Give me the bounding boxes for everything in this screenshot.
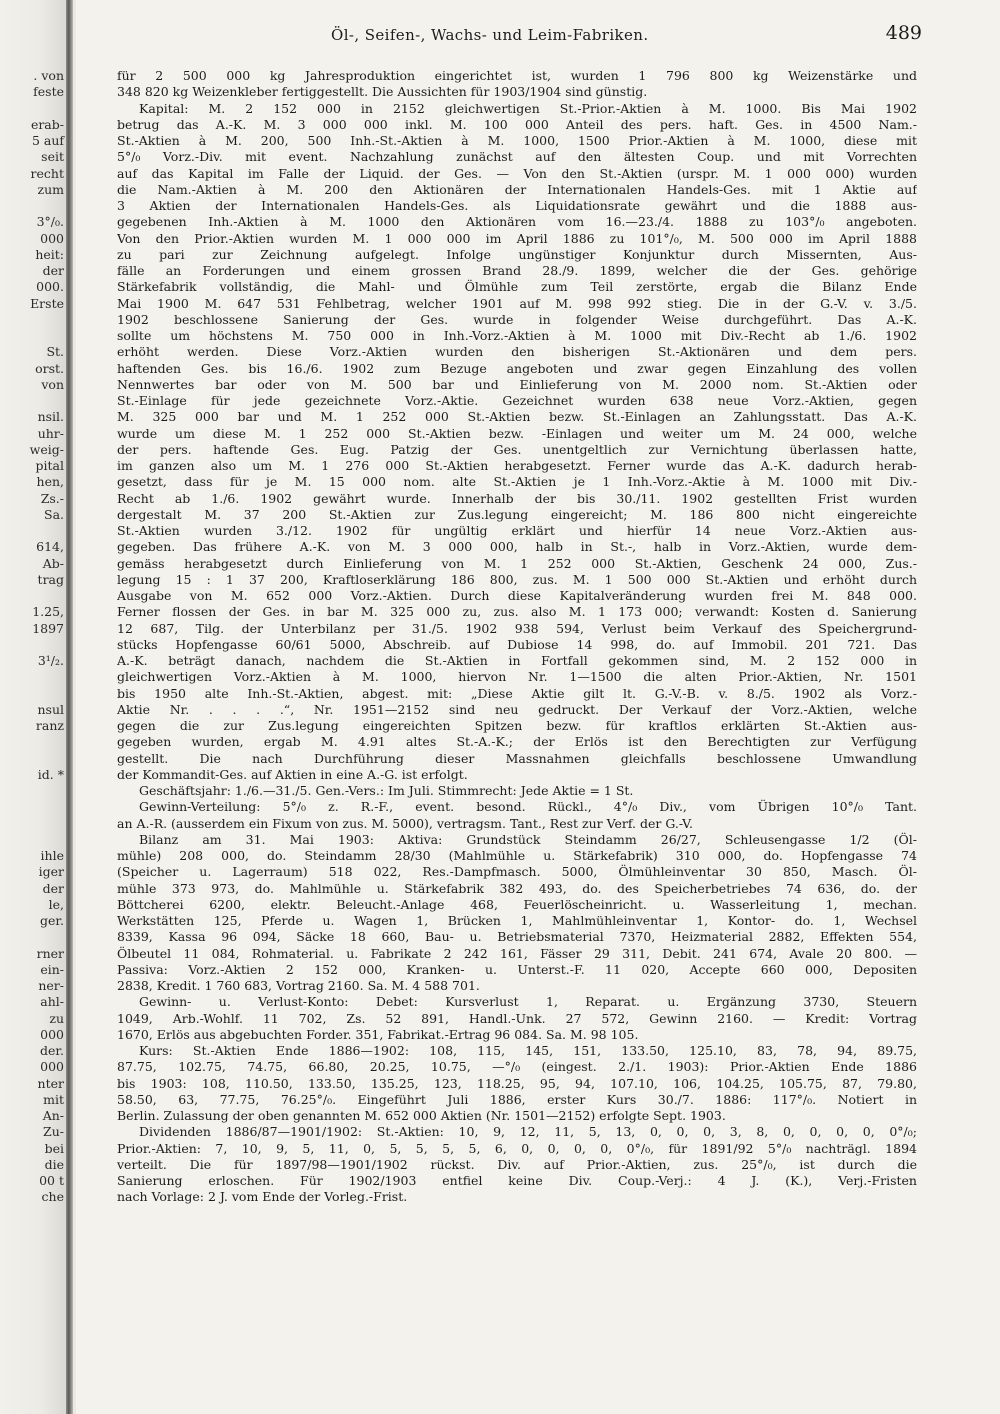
text-line: 2838, Kredit. 1 760 683, Vortrag 2160. Sa. M. 4 588 701.	[117, 978, 480, 993]
text-line: 5°/₀ Vorz.-Div. mit event. Nachzahlung zunächst auf den ältesten Coup. und mit Vorrechten	[117, 149, 917, 165]
text-line: gegebenen Inh.-Aktien à M. 1000 den Aktionären vom 16.—23./4. 1888 zu 103°/₀ angeboten.	[117, 214, 917, 230]
text-line: gegeben wurden, ergab M. 4.91 altes St.-A.-K.; der Erlös ist den Berechtigten zur Verfügung	[117, 734, 917, 750]
text-line: Bilanz am 31. Mai 1903: Aktiva: Grundstück Steindamm 26/27, Schleusengasse 1/2 (Öl-	[139, 831, 917, 847]
text-line: stücks Hopfengasse 60/61 5000, Abschreib. auf Dubiose 14 998, do. auf Immobil. 201 721. Das	[117, 636, 917, 652]
text-line: gestellt. Die nach Durchführung dieser Massnahmen gleichfalls beschlossene Umwandlung	[117, 750, 917, 766]
text-line: Passiva: Vorz.-Aktien 2 152 000, Kranken- u. Unterst.-F. 11 020, Accepte 660 000, Depositen	[117, 961, 917, 977]
margin-fragment: 614,	[36, 539, 64, 555]
margin-fragment: 000	[40, 1059, 64, 1075]
margin-fragment: 000	[40, 1026, 64, 1042]
text-line: Gewinn-Verteilung: 5°/₀ z. R.-F., event. besond. Rückl., 4°/₀ Div., vom Übrigen 10°/₀ Tant.	[139, 799, 917, 815]
text-line: Von den Prior.-Aktien wurden M. 1 000 000 im April 1886 zu 101°/₀, M. 500 000 im April 1888	[117, 230, 917, 246]
margin-fragment: seit	[41, 149, 64, 165]
margin-fragment: zu	[49, 1010, 64, 1026]
text-line: an A.-R. (ausserdem ein Fixum von zus. M. 5000), vertragsm. Tant., Rest zur Verf. der G.-V.	[117, 815, 693, 831]
text-line: legung 15 : 1 37 200, Kraftloserklärung 186 800, zus. M. 1 500 000 St.-Aktien und erhöht durch	[117, 571, 917, 587]
text-line: verteilt. Die für 1897/98—1901/1902 rückst. Div. auf Prior.-Aktien, zus. 25°/₀, ist durch die	[117, 1156, 917, 1172]
text-line: Aktie Nr. . . . .“, Nr. 1951—2152 sind neu gedruckt. Der Verkauf der Vorz.-Aktien, welche	[117, 701, 917, 717]
running-header	[76, 22, 1000, 52]
text-line: gegeben. Das frühere A.-K. von M. 3 000 000, halb in St.-, halb in Vorz.-Aktien, wurde dem-	[117, 539, 917, 555]
margin-fragment: der	[42, 263, 64, 278]
text-line: 12 687, Tilg. der Unterbilanz per 31./5. 1902 938 594, Verlust beim Verkauf des Speichergrund-	[117, 620, 917, 636]
text-line: Nennwertes bar oder von M. 500 bar und Einlieferung von M. 2000 nom. St.-Aktien oder	[117, 376, 917, 392]
margin-fragment: nsil.	[37, 409, 64, 425]
text-line: Werkstätten 125, Pferde u. Wagen 1, Brücken 1, Mahlmühleinventar 1, Kontor- do. 1, Wechsel	[117, 913, 917, 928]
page-number: 489	[885, 22, 922, 44]
margin-fragment: 5 auf	[31, 133, 64, 148]
text-line: Kurs: St.-Aktien Ende 1886—1902: 108, 115, 145, 151, 133.50, 125.10, 83, 78, 94, 89.75,	[139, 1043, 917, 1058]
text-line: 3 Aktien der Internationalen Handels-Ges. als Liquidationsrate gewährt und die 1888 aus-	[117, 198, 917, 213]
margin-fragment: 3°/₀.	[36, 214, 64, 230]
text-line: bis 1950 alte Inh.-St.-Aktien, abgest. mit: „Diese Aktie gilt lt. G.-V.-B. v. 8./5. 1902 als Vorz.-	[117, 685, 917, 701]
margin-fragment: bei	[44, 1140, 64, 1156]
margin-fragment: der.	[40, 1043, 64, 1058]
text-line: betrug das A.-K. M. 3 000 000 inkl. M. 100 000 Anteil des pers. haft. Ges. in 4500 Nam.-	[117, 116, 917, 132]
text-line: St.-Einlage für jede gezeichnete Vorz.-Aktie. Gezeichnet wurden 638 neue Vorz.-Aktien, gegen	[117, 393, 917, 408]
margin-fragment: uhr-	[37, 425, 64, 441]
margin-fragment: nter	[37, 1075, 64, 1091]
text-line: Böttcherei 6200, elektr. Beleucht.-Anlage 468, Feuerlöscheinricht. u. Wasserleitung 1, mechan.	[117, 896, 917, 912]
margin-fragment: orst.	[35, 360, 64, 376]
margin-fragment: Zu-	[43, 1124, 64, 1140]
margin-fragment: 3¹/₂.	[37, 653, 64, 668]
text-line: Mai 1900 M. 647 531 Fehlbetrag, welcher 1901 auf M. 998 992 stieg. Die in der G.-V. v. 3./5.	[117, 295, 917, 311]
text-line: Ferner flossen der Ges. in bar M. 325 000 zu, zus. also M. 1 173 000; verwandt: Kosten d. Sanierung	[117, 604, 917, 620]
text-line: St.-Aktien à M. 200, 500 Inh.-St.-Aktien à M. 1000, 1500 Prior.-Aktien à M. 1000, diese mit	[117, 133, 917, 148]
text-line: Sanierung erloschen. Für 1902/1903 entfiel keine Div. Coup.-Verj.: 4 J. (K.), Verj.-Fristen	[117, 1173, 917, 1188]
text-line: erhöht werden. Diese Vorz.-Aktien wurden den bisherigen St.-Aktionären und dem pers.	[117, 344, 917, 360]
text-line: St.-Aktien wurden 3./12. 1902 für ungültig erklärt und hierfür 14 neue Vorz.-Aktien aus-	[117, 523, 917, 538]
page-fold-shadow	[66, 0, 73, 1414]
text-line: Recht ab 1./6. 1902 gewährt wurde. Innerhalb der bis 30./11. 1902 gestellten Frist wurden	[117, 490, 917, 506]
margin-fragment: erab-	[30, 116, 64, 132]
margin-fragment: trag	[37, 571, 64, 587]
margin-fragment: 1.25,	[32, 604, 64, 620]
text-line: nach Vorlage: 2 J. vom Ende der Vorleg.-Frist.	[117, 1189, 408, 1205]
margin-fragment: St.	[46, 344, 64, 360]
margin-fragment: Zs.-	[40, 490, 64, 506]
text-line: im ganzen also um M. 1 276 000 St.-Aktien herabgesetzt. Ferner wurde das A.-K. dadurch herab-	[117, 458, 917, 473]
margin-fragment: der	[42, 880, 64, 896]
text-line: 1049, Arb.-Wohlf. 11 702, Zs. 52 891, Handl.-Unk. 27 572, Gewinn 2160. — Kredit: Vortrag	[117, 1010, 917, 1026]
margin-fragment: von	[41, 376, 64, 392]
text-line: 348 820 kg Weizenkleber fertiggestellt. Die Aussichten für 1903/1904 sind günstig.	[117, 84, 648, 100]
margin-fragment: pital	[35, 458, 64, 473]
margin-fragment: weig-	[29, 441, 64, 457]
text-line: gleichwertigen Vorz.-Aktien à M. 1000, hiervon Nr. 1—1500 die alten Prior.-Aktien, Nr. 1501	[117, 669, 917, 685]
text-line: mühle 373 973, do. Mahlmühle u. Stärkefabrik 382 493, do. des Speicherbetriebes 74 636, do. der	[117, 880, 917, 896]
margin-fragment: ahl-	[40, 994, 64, 1010]
margin-fragment: die	[44, 1156, 64, 1172]
text-line: 1902 beschlossene Sanierung der Ges. wurde in folgender Weise durchgeführt. Das A.-K.	[117, 311, 917, 327]
previous-page-margin	[0, 0, 68, 1414]
text-line: Geschäftsjahr: 1./6.—31./5. Gen.-Vers.: Im Juli. Stimmrecht: Jede Aktie = 1 St.	[139, 783, 634, 798]
margin-fragment: ein-	[40, 961, 64, 977]
margin-fragment: 000.	[36, 279, 64, 295]
text-line: Ausgabe von M. 652 000 Vorz.-Aktien. Durch diese Kapitalveränderung wurden frei M. 848 000.	[117, 588, 917, 603]
text-line: auf das Kapital im Falle der Liquid. der Ges. — Von den St.-Aktien (urspr. M. 1 000 000) wurden	[117, 165, 917, 181]
text-line: 1670, Erlös aus abgebuchten Forder. 351, Fabrikat.-Ertrag 96 084. Sa. M. 98 105.	[117, 1026, 639, 1042]
margin-fragment: 000	[40, 230, 64, 246]
text-line: haftenden Ges. bis 16./6. 1902 zum Bezuge angeboten und zwar gegen Einzahlung des vollen	[117, 360, 917, 376]
margin-fragment: 00 t	[39, 1173, 64, 1188]
header-title: Öl-, Seifen-, Wachs- und Leim-Fabriken.	[331, 26, 649, 44]
document-page	[76, 0, 1000, 1414]
body-text	[117, 68, 917, 1206]
margin-fragment: An-	[42, 1108, 64, 1123]
margin-fragment: id. *	[37, 766, 64, 782]
margin-fragment: nsul	[37, 701, 64, 717]
text-line: Dividenden 1886/87—1901/1902: St.-Aktien: 10, 9, 12, 11, 5, 13, 0, 0, 0, 3, 8, 0, 0, 0, 0, 0°/₀;	[139, 1124, 917, 1140]
text-line: bis 1903: 108, 110.50, 133.50, 135.25, 123, 118.25, 95, 94, 107.10, 106, 104.25, 105.75, 87, 79.80,	[117, 1075, 917, 1091]
text-line: der Kommandit-Ges. auf Aktien in eine A.-G. ist erfolgt.	[117, 766, 468, 782]
text-line: Gewinn- u. Verlust-Konto: Debet: Kursverlust 1, Reparat. u. Ergänzung 3730, Steuern	[139, 994, 917, 1010]
text-line: Kapital: M. 2 152 000 in 2152 gleichwertigen St.-Prior.-Aktien à M. 1000. Bis Mai 1902	[139, 100, 917, 116]
margin-fragment: le,	[48, 896, 64, 912]
margin-fragment: zum	[37, 181, 64, 197]
margin-fragment: rner	[36, 945, 64, 961]
text-line: wurde um diese M. 1 252 000 St.-Aktien bezw. -Einlagen und weiter um M. 24 000, welche	[117, 425, 917, 441]
margin-fragment: che	[41, 1189, 64, 1205]
text-line: Prior.-Aktien: 7, 10, 9, 5, 11, 0, 5, 5, 5, 5, 6, 0, 0, 0, 0, 0°/₀, für 1891/92 5°/₀ nachträgl. 1894	[117, 1140, 917, 1156]
margin-fragment: feste	[33, 84, 64, 100]
text-line: gegen die zur Zus.legung eingereichten Spitzen bezw. für kraftlos erklärten St.-Aktien aus-	[117, 718, 917, 733]
margin-fragment: Sa.	[44, 506, 64, 522]
margin-fragment: . von	[33, 68, 64, 83]
text-line: die Nam.-Aktien à M. 200 den Aktionären der Internationalen Handels-Ges. mit 1 Aktie auf	[117, 181, 917, 197]
text-line: zu pari zur Zeichnung aufgelegt. Infolge ungünstiger Konjunktur durch Missernten, Aus-	[117, 246, 917, 262]
text-line: mühle) 208 000, do. Steindamm 28/30 (Mahlmühle u. Stärkefabrik) 310 000, do. Hopfengasse 74	[117, 848, 917, 863]
text-line: Ölbeutel 11 084, Rohmaterial. u. Fabrikate 2 242 161, Fässer 29 311, Debit. 241 674, Avale 20 800. —	[117, 945, 917, 961]
margin-fragment: 1897	[32, 620, 64, 636]
text-line: Berlin. Zulassung der oben genannten M. 652 000 Aktien (Nr. 1501—2152) erfolgte Sept. 1903.	[117, 1108, 726, 1123]
margin-fragment: heit:	[35, 246, 64, 262]
text-line: der pers. haftende Ges. Eug. Patzig der Ges. unentgeltlich zur Vernichtung überlassen hatte,	[117, 441, 917, 457]
text-line: dergestalt M. 37 200 St.-Aktien zur Zus.legung eingereicht; M. 186 800 nicht eingereichte	[117, 506, 917, 522]
margin-fragment: iger	[38, 864, 64, 880]
margin-fragment: ner-	[38, 978, 64, 993]
text-line: sollte um höchstens M. 750 000 in Inh.-Vorz.-Aktien à M. 1000 mit Div.-Recht ab 1./6. 1902	[117, 328, 917, 343]
margin-fragment: hen,	[36, 474, 64, 490]
text-line: 8339, Kassa 96 094, Säcke 18 660, Bau- u. Betriebsmaterial 7370, Heizmaterial 2882, Effekten 554,	[117, 929, 917, 945]
text-line: (Speicher u. Lagerraum) 518 022, Res.-Dampfmasch. 5000, Ölmühleinventar 30 850, Masch. Öl-	[117, 864, 917, 880]
margin-fragment: recht	[30, 165, 64, 181]
margin-fragment: ihle	[40, 848, 64, 863]
margin-fragment: Ab-	[42, 555, 64, 571]
text-line: für 2 500 000 kg Jahresproduktion eingerichtet ist, wurden 1 796 800 kg Weizenstärke und	[117, 68, 917, 83]
margin-fragment: Erste	[30, 295, 64, 311]
text-line: Stärkefabrik vollständig, die Mahl- und Ölmühle zum Teil zerstörte, ergab die Bilanz Ende	[117, 279, 917, 295]
text-line: fälle an Forderungen und einem grossen Brand 28./9. 1899, welcher die der Ges. gehörige	[117, 263, 917, 278]
text-line: 58.50, 63, 77.75, 76.25°/₀. Eingeführt Juli 1886, erster Kurs 30./7. 1886: 117°/₀. Notiert in	[117, 1091, 917, 1107]
text-line: M. 325 000 bar und M. 1 252 000 St.-Aktien bezw. St.-Einlagen an Zahlungsstatt. Das A.-K.	[117, 409, 917, 425]
margin-fragment: mit	[43, 1091, 64, 1107]
text-line: A.-K. beträgt danach, nachdem die St.-Aktien in Fortfall gekommen sind, M. 2 152 000 in	[117, 653, 917, 668]
margin-fragment: ger.	[40, 913, 64, 928]
text-line: gesetzt, dass für je M. 15 000 nom. alte St.-Aktien je 1 Inh.-Vorz.-Aktie à M. 1000 mit Div.-	[117, 474, 917, 490]
text-line: gemäss herabgesetzt durch Einlieferung von M. 1 252 000 St.-Aktien, Geschenk 24 000, Zus.-	[117, 555, 917, 571]
text-line: 87.75, 102.75, 74.75, 66.80, 20.25, 10.75, —°/₀ (eingest. 2./1. 1903): Prior.-Aktien Ende 1886	[117, 1059, 917, 1075]
margin-fragment: ranz	[35, 718, 64, 733]
